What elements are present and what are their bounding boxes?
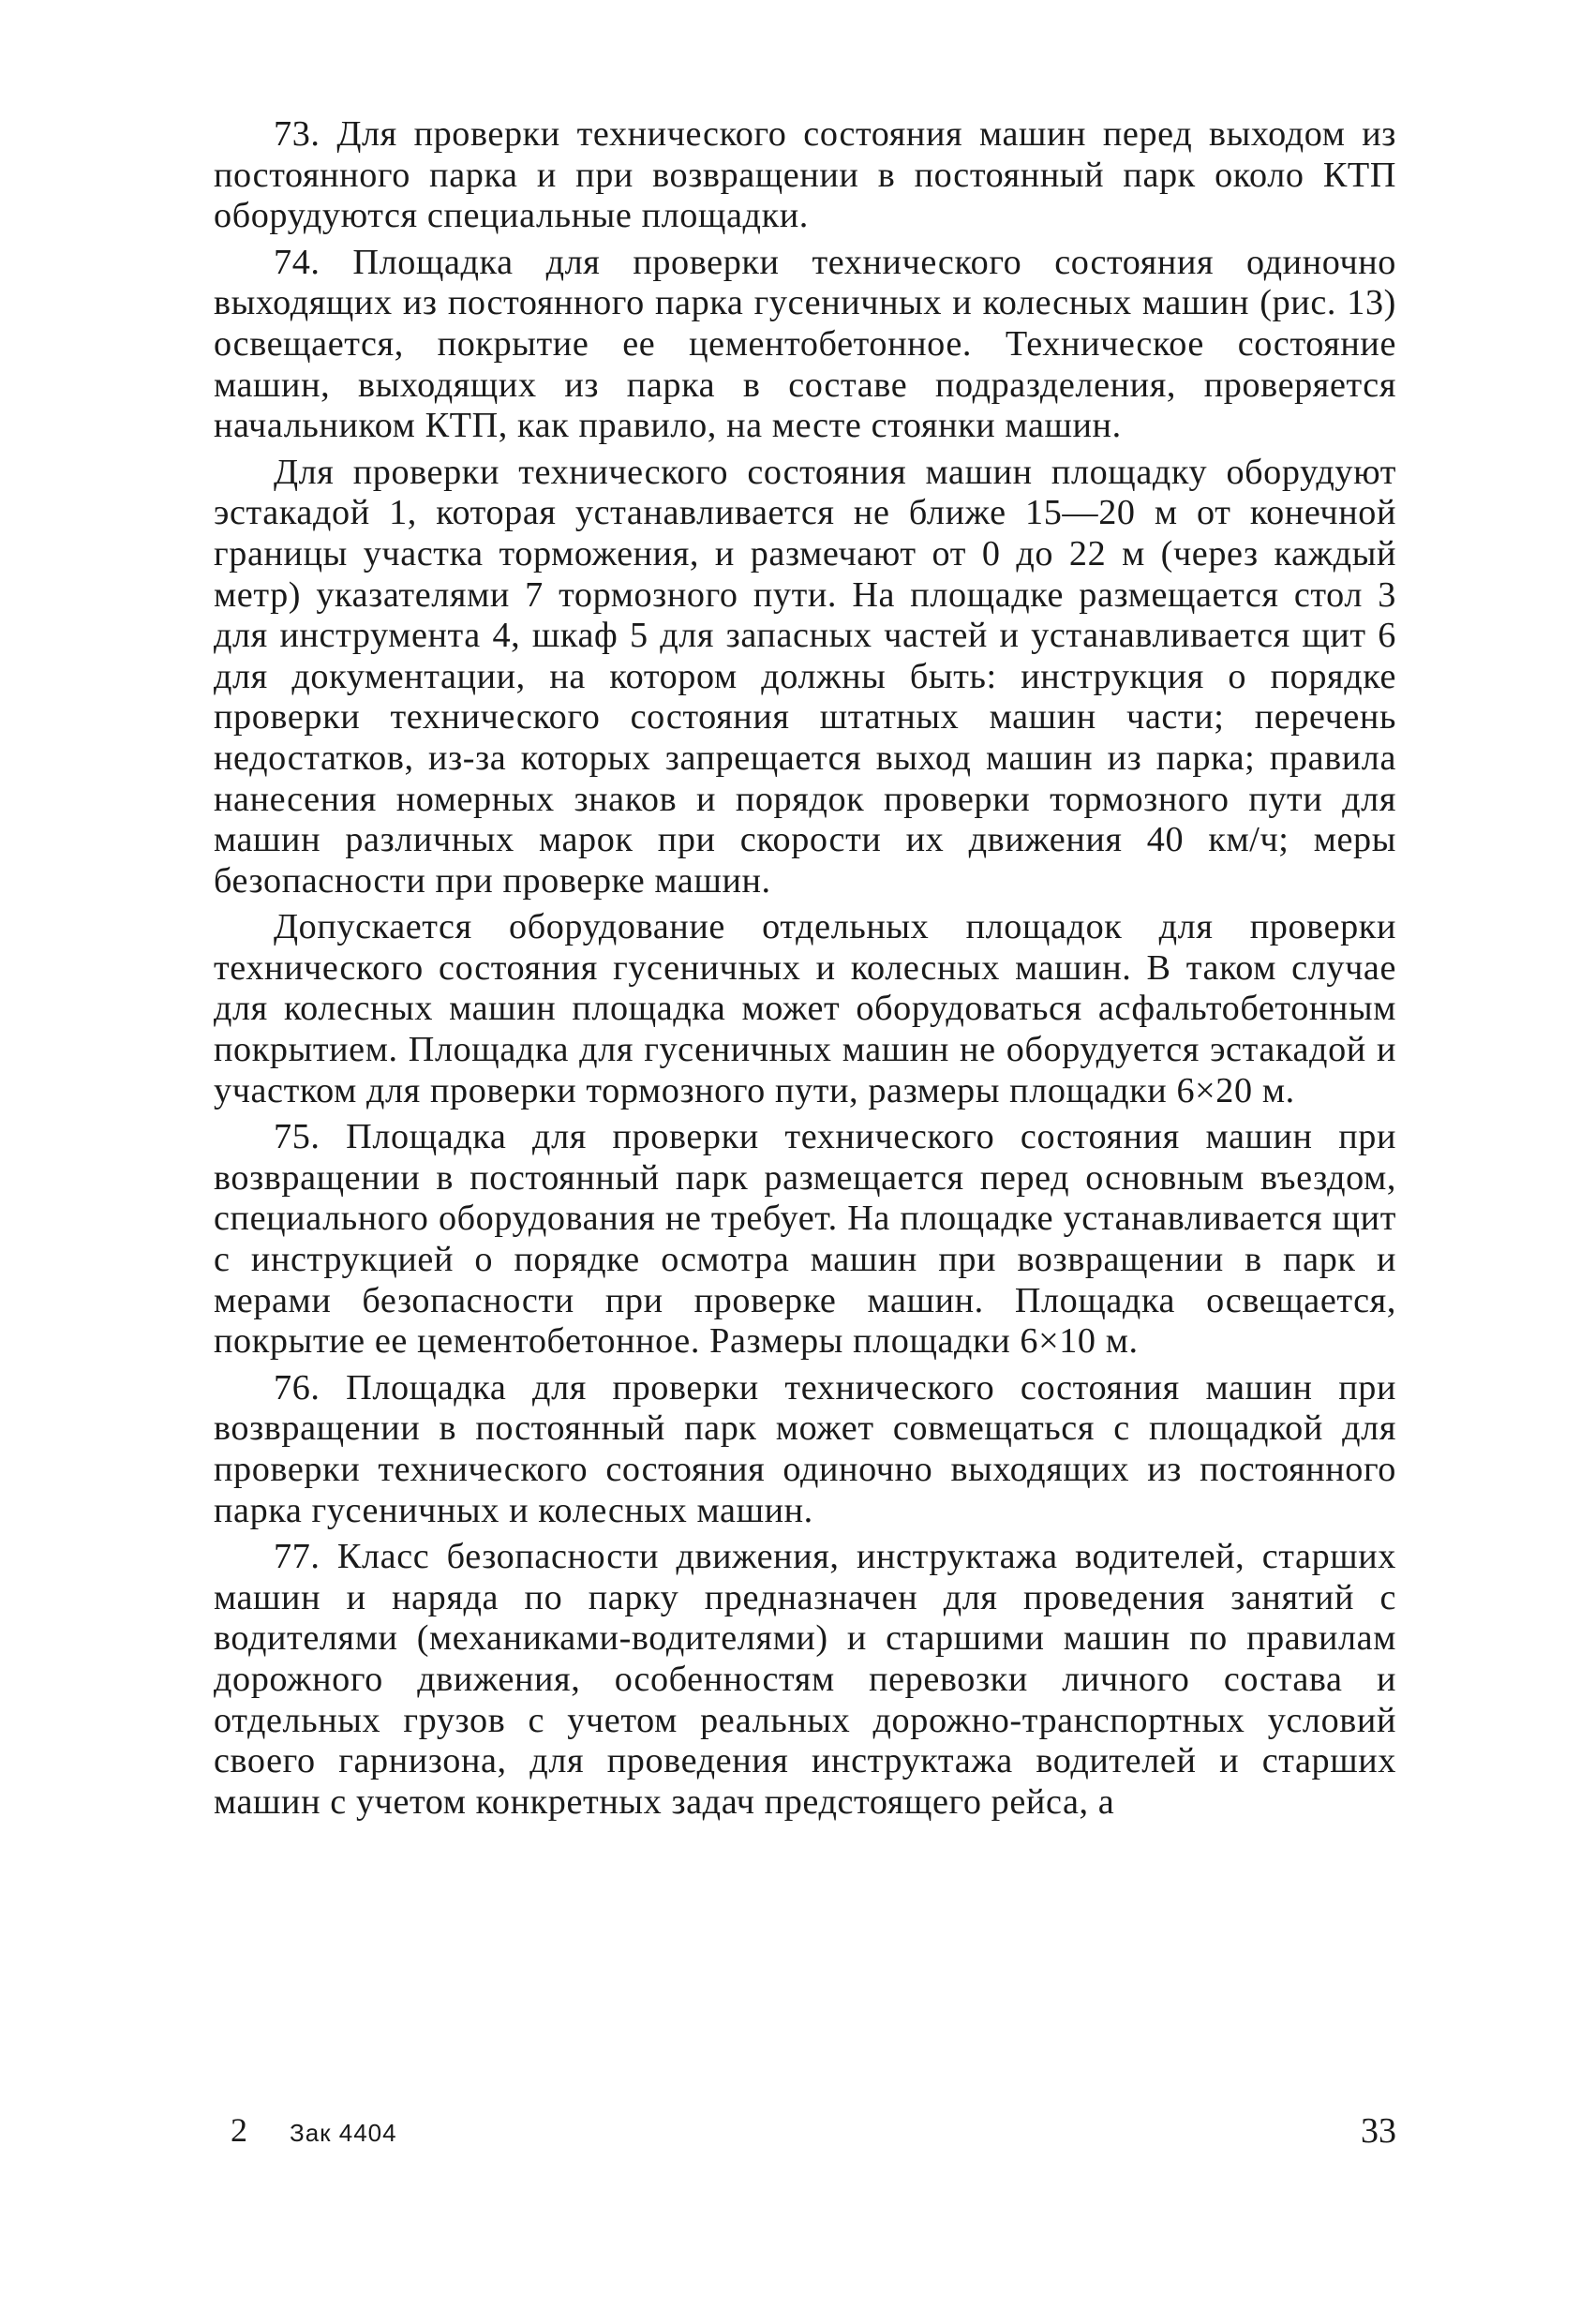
order-number: Зак 4404 xyxy=(290,2119,397,2147)
paragraph-76: 76. Площадка для проверки технического состояния машин при возвращении в постоянный парк может совмещаться с площадкой для проверки технического состояния одиночно выходящих из постоянного парка гусеничных и колесных машин. xyxy=(214,1367,1396,1530)
paragraph-75: 75. Площадка для проверки технического состояния машин при возвращении в постоянный парк размещается перед основным въездом, специального оборудования не требует. На площадке устанавливается щит с инструкцией о порядке осмотра машин при возвращении в парк и мерами безопасности при проверке машин. Площадка освещается, покрытие ее цементобетонное. Размеры площадки 6×10 м. xyxy=(214,1117,1396,1362)
document-body xyxy=(214,114,1396,1828)
signature-number: 2 xyxy=(231,2111,247,2149)
paragraph-74: 74. Площадка для проверки технического состояния одиночно выходящих из постоянного парка гусеничных и колесных машин (рис. 13) освещается, покрытие ее цементобетонное. Техническое состояние машин, выходящих из парка в составе подразделения, проверяется начальником КТП, как правило, на месте стоянки машин. xyxy=(214,242,1396,446)
printer-signature xyxy=(231,2110,397,2150)
paragraph-separate-sites: Допускается оборудование отдельных площадок для проверки технического состояния гусеничных и колесных машин. В таком случае для колесных машин площадка может оборудоваться асфальтобетонным покрытием. Площадка для гусеничных машин не оборудуется эстакадой и участком для проверки тормозного пути, размеры площадки 6×20 м. xyxy=(214,907,1396,1110)
page-number: 33 xyxy=(1361,2111,1396,2151)
paragraph-equipment: Для проверки технического состояния машин площадку оборудуют эстакадой 1, которая устанавливается не ближе 15—20 м от конечной границы участка торможения, и размечают от 0 до 22 м (через каждый метр) указателями 7 тормозного пути. На площадке размещается стол 3 для инструмента 4, шкаф 5 для запасных частей и устанавливается щит 6 для документации, на котором должны быть: инструкция о порядке проверки технического состояния штатных машин части; перечень недостатков, из-за которых запрещается выход машин из парка; правила нанесения номерных знаков и порядок проверки тормозного пути для машин различных марок при скорости их движения 40 км/ч; меры безопасности при проверке машин. xyxy=(214,452,1396,901)
paragraph-77: 77. Класс безопасности движения, инструктажа водителей, старших машин и наряда по парку предназначен для проведения занятий с водителями (механиками-водителями) и старшими машин по правилам дорожного движения, особенностям перевозки личного состава и отдельных грузов с учетом реальных дорожно-транспортных условий своего гарнизона, для проведения инструктажа водителей и старших машин с учетом конкретных задач предстоящего рейса, а xyxy=(214,1537,1396,1822)
page-footer xyxy=(214,2110,1396,2157)
paragraph-73: 73. Для проверки технического состояния машин перед выходом из постоянного парка и при возвращении в постоянный парк около КТП оборудуются специальные площадки. xyxy=(214,114,1396,236)
